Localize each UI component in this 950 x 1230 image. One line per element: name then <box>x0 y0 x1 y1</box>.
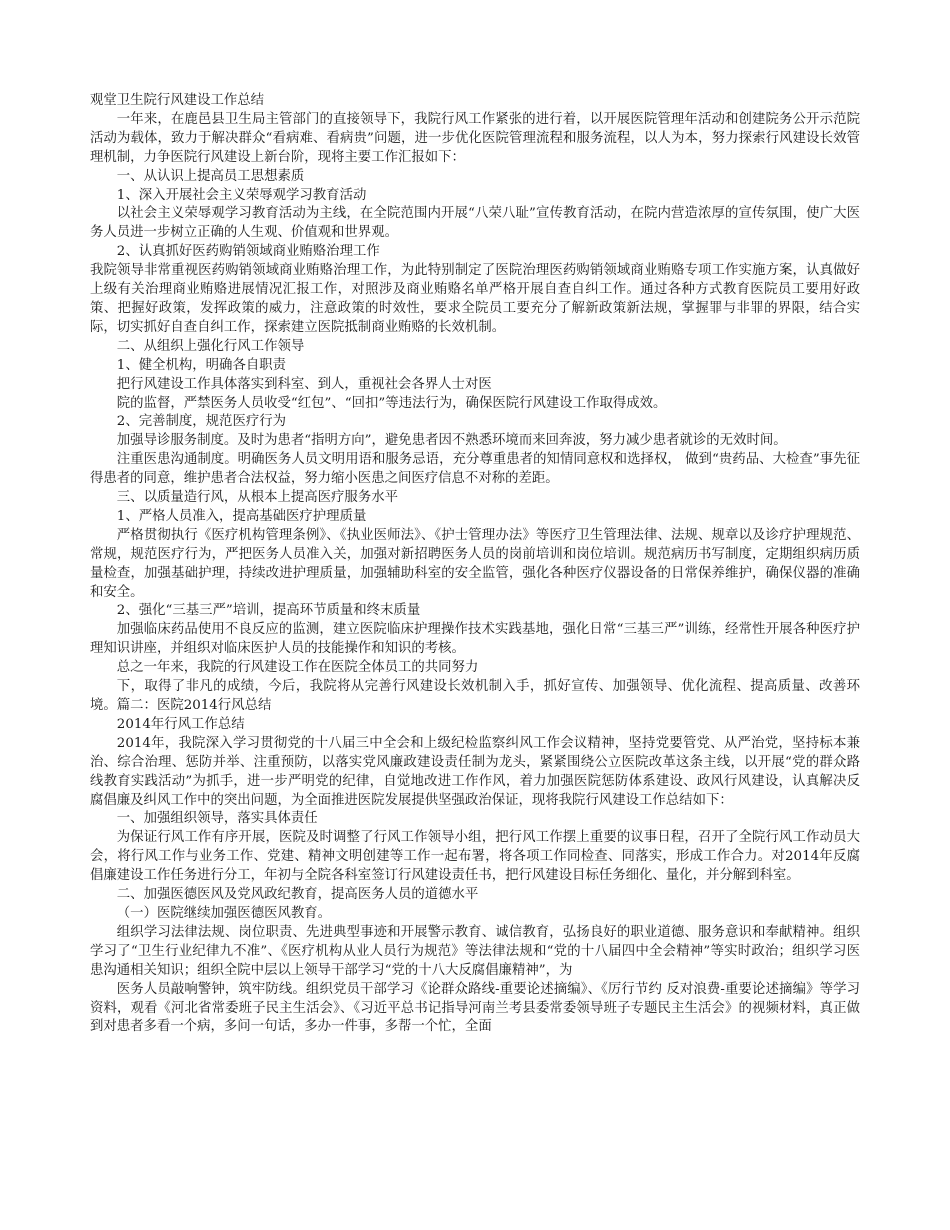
paragraph: 我院领导非常重视医药购销领域商业贿赂治理工作，为此特别制定了医院治理医药购销领域商业贿赂专项工作实施方案，认真做好上级有关治理商业贿赂进展情况汇报工作，对照涉及商业贿赂名单严格开展自查自纠工作。通过各种方式教育医院员工要用好政策、把握好政策，发挥政策的威力，注意政策的时效性，要求全院员工要充分了解新政策新法规，掌握罪与非罪的界限，结合实际，切实抓好自查自纠工作，探索建立医院抵制商业贿赂的长效机制。 <box>90 263 860 335</box>
paragraph: 三、以质量造行风，从根本上提高医疗服务水平 <box>116 490 398 506</box>
paragraph: 下，取得了非凡的成绩，今后，我院将从完善行风建设长效机制入手，抓好宣传、加强领导、优化流程、提高质量、改善环境。篇二：医院2014行风总结 <box>90 679 860 713</box>
paragraph: 院的监督，严禁医务人员收受“红包”、“回扣”等违法行为，确保医院行风建设工作取得成效。 <box>116 395 667 411</box>
paragraph: 把行风建设工作具体落实到科室、到人，重视社会各界人士对医 <box>116 376 492 392</box>
paragraph: 加强临床药品使用不良反应的监测，建立医院临床护理操作技术实践基地，强化日常“三基三严”训练，经常性开展各种医疗护理知识讲座，并组织对临床医护人员的技能操作和知识的考核。 <box>90 622 860 657</box>
paragraph: 1、健全机构，明确各自职责 <box>116 357 287 373</box>
paragraph: 1、深入开展社会主义荣辱观学习教育活动 <box>116 187 367 203</box>
paragraph: 医务人员敲响警钟，筑牢防线。组织党员干部学习《论群众路线-重要论述摘编》、《厉行节约 反对浪费-重要论述摘编》等学习资料，观看《河北省常委班子民主生活会》、《习近平总书记指导河南兰考县委常委领导班子专题民主生活会》的视频材料，真正做到对患者多看一个病，多问一句话，多办一件事，多帮一个忙，全面 <box>90 981 860 1035</box>
paragraph: 组织学习法律法规、岗位职责、先进典型事迹和开展警示教育、诚信教育，弘扬良好的职业道德、服务意识和奉献精神。组织学习了“卫生行业纪律九不准”、《医疗机构从业人员行为规范》等法律法规和“党的十八届四中全会精神”等实时政治；组织学习医患沟通相关知识；组织全院中层以上领导干部学习“党的十八大反腐倡廉精神”，为 <box>90 924 860 978</box>
paragraph: 二、从组织上强化行风工作领导 <box>116 338 305 354</box>
paragraph: 2014年，我院深入学习贯彻党的十八届三中全会和上级纪检监察纠风工作会议精神，坚持党要管党、从严治党，坚持标本兼治、综合治理、惩防并举、注重预防，以落实党风廉政建设责任制为龙头，紧紧围绕公立医院改革这条主线，以开展“党的群众路线教育实践活动”为抓手，进一步严明党的纪律，自觉地改进工作作风，着力加强医院惩防体系建设、政风行风建设，认真解决反腐倡廉及纠风工作中的突出问题，为全面推进医院发展提供坚强政治保证，现将我院行风建设工作总结如下： <box>90 735 860 808</box>
paragraph: 为保证行风工作有序开展，医院及时调整了行风工作领导小组，把行风工作摆上重要的议事日程，召开了全院行风工作动员大会，将行风工作与业务工作、党建、精神文明创建等工作一起布署，将各项工作同检查、同落实，形成工作合力。对2014年反腐倡廉建设工作任务进行分工，年初与全院各科室签订行风建设责任书，把行风建设目标任务细化、量化，并分解到科室。 <box>90 830 860 884</box>
document-body <box>90 92 860 1037</box>
paragraph: （一）医院继续加强医德医风教育。 <box>116 905 332 921</box>
paragraph: 2、完善制度，规范医疗行为 <box>116 414 287 430</box>
paragraph: 2014年行风工作总结 <box>116 716 245 732</box>
paragraph: 2、认真抓好医药购销领域商业贿赂治理工作 <box>116 244 380 260</box>
paragraph: 二、加强医德医风及党风政纪教育，提高医务人员的道德水平 <box>116 887 479 903</box>
paragraph: 严格贯彻执行《医疗机构管理条例》、《执业医师法》、《护士管理办法》等医疗卫生管理法律、法规、规章以及诊疗护理规范、常规，规范医疗行为，严把医务人员准入关，加强对新招聘医务人员的岗前培训和岗位培训。规范病历书写制度，定期组织病历质量检查，加强基础护理，持续改进护理质量，加强辅助科室的安全监管，强化各种医疗仪器设备的日常保养维护，确保仪器的准确和安全。 <box>90 527 860 600</box>
paragraph: 一、从认识上提高员工思想素质 <box>116 168 305 184</box>
paragraph: 总之一年来，我院的行风建设工作在医院全体员工的共同努力 <box>116 660 479 676</box>
paragraph: 加强导诊服务制度。及时为患者“指明方向”，避免患者因不熟悉环境而来回奔波，努力减少患者就诊的无效时间。 <box>116 433 787 449</box>
paragraph: 以社会主义荣辱观学习教育活动为主线，在全院范围内开展“八荣八耻”宣传教育活动，在院内营造浓厚的宣传氛围，使广大医务人员进一步树立正确的人生观、价值观和世界观。 <box>90 206 860 241</box>
paragraph: 一、加强组织领导，落实具体责任 <box>116 811 318 827</box>
paragraph: 注重医患沟通制度。明确医务人员文明用语和服务忌语，充分尊重患者的知情同意权和选择权， 做到“贵药品、大检查”事先征得患者的同意，维护患者合法权益，努力缩小医患之间医疗信息不对称的差距。 <box>90 452 860 487</box>
paragraph: 2、强化“三基三严”培训，提高环节质量和终末质量 <box>116 603 421 619</box>
paragraph: 1、严格人员准入，提高基础医疗护理质量 <box>116 508 367 524</box>
paragraph: 一年来，在鹿邑县卫生局主管部门的直接领导下，我院行风工作紧张的进行着，以开展医院管理年活动和创建院务公开示范院活动为载体，致力于解决群众“看病难、看病贵”问题，进一步优化医院管理流程和服务流程，以人为本，努力探索行风建设长效管理机制，力争医院行风建设上新台阶，现将主要工作汇报如下： <box>90 111 860 165</box>
document-title: 观堂卫生院行风建设工作总结 <box>90 93 265 108</box>
